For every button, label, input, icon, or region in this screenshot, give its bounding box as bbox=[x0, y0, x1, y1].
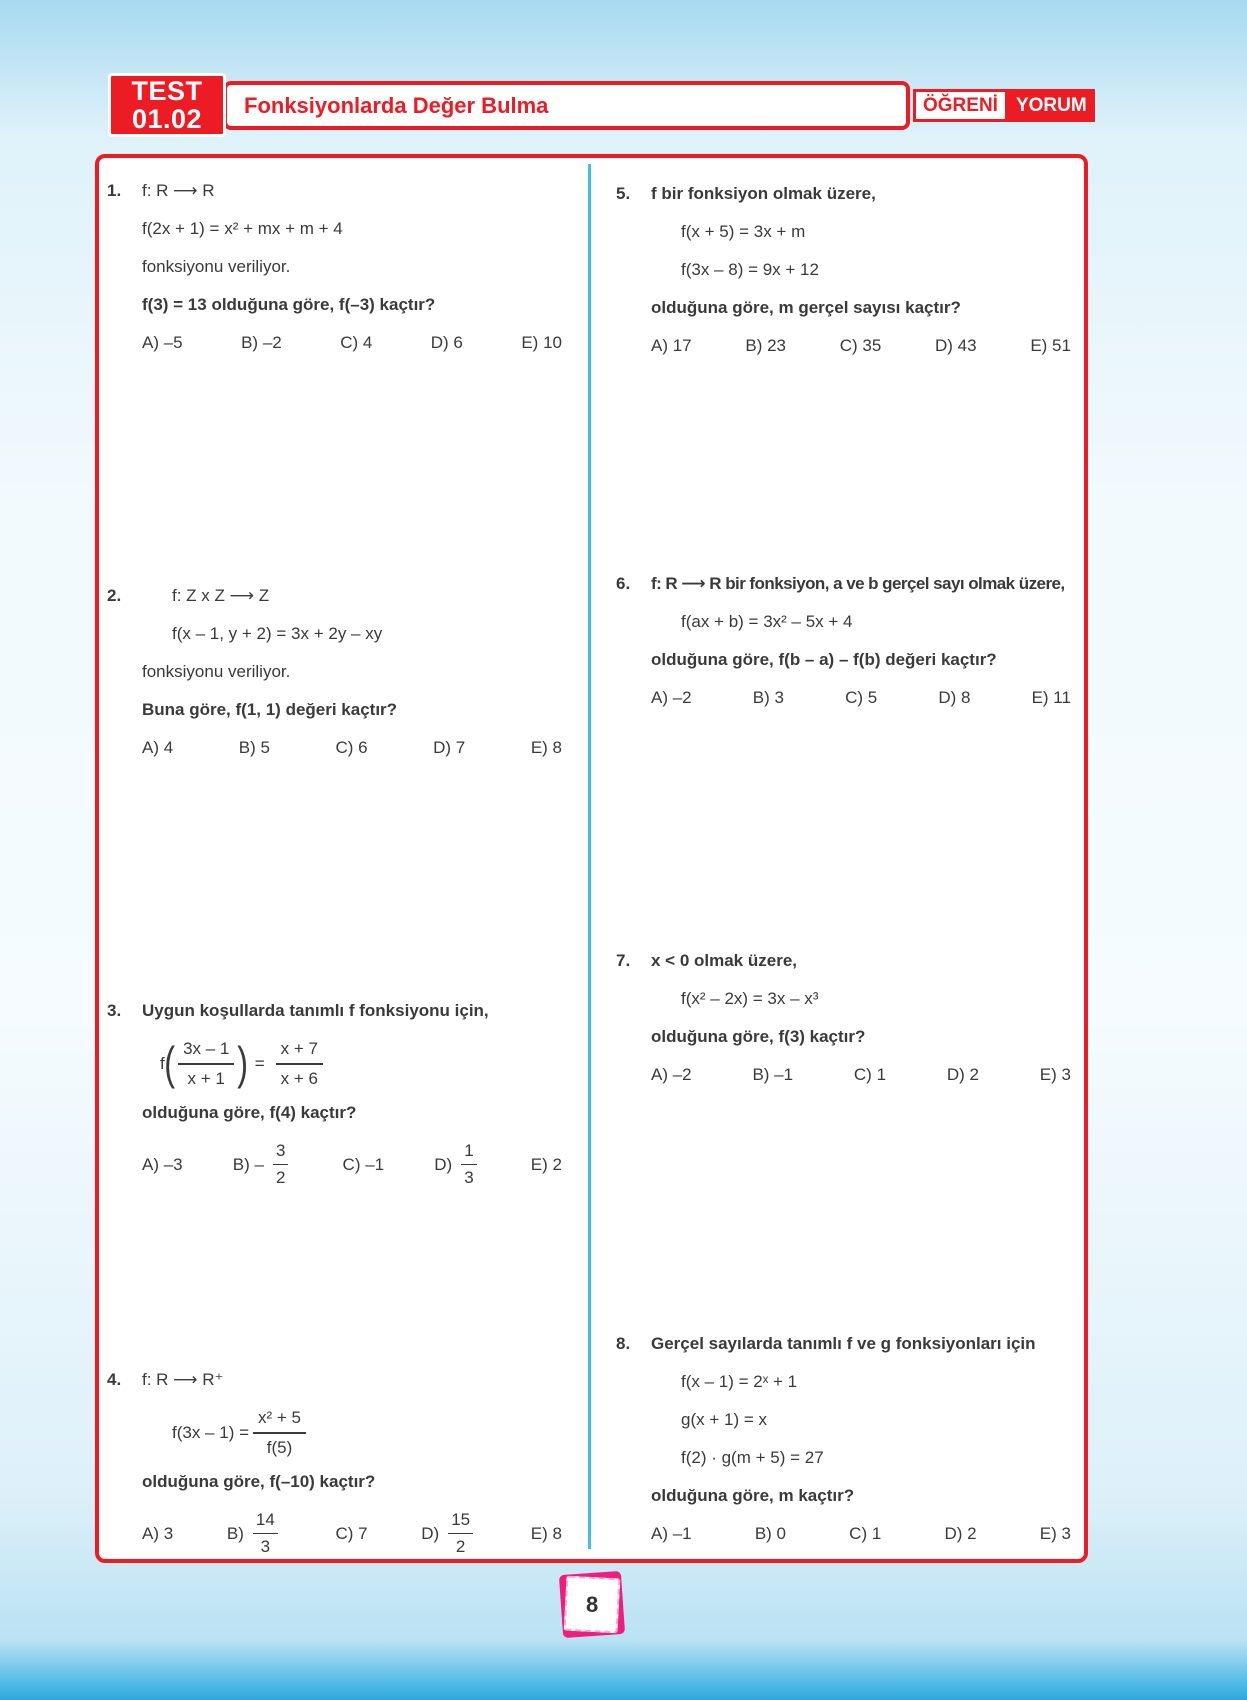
option-a: A) –5 bbox=[142, 333, 183, 352]
question-formula: f(2x + 1) = x² + mx + m + 4 bbox=[142, 219, 343, 238]
logo-left-part: ÖĞRENİ bbox=[913, 89, 1008, 122]
column-divider bbox=[588, 164, 591, 1549]
question-formula: f(x² – 2x) = 3x – x³ bbox=[681, 989, 819, 1008]
page-number-badge bbox=[559, 1571, 625, 1638]
question-5 bbox=[616, 183, 1084, 357]
page-title: Fonksiyonlarda Değer Bulma bbox=[244, 92, 549, 118]
question-prompt: f(3) = 13 olduğuna göre, f(–3) kaçtır? bbox=[142, 295, 436, 314]
test-number-badge bbox=[108, 73, 226, 137]
question-text: Uygun koşullarda tanımlı f fonksiyonu için, bbox=[142, 1001, 489, 1020]
question-text: f: R ⟶ R bir fonksiyon, a ve b gerçel sayı olmak üzere, bbox=[651, 574, 1065, 593]
option-b: B) –1 bbox=[752, 1065, 794, 1084]
question-formula bbox=[172, 1407, 583, 1459]
test-code: 01.02 bbox=[131, 104, 203, 134]
question-formula: g(x + 1) = x bbox=[681, 1410, 767, 1429]
option-e: E) 11 bbox=[1031, 688, 1071, 707]
option-c: C) 1 bbox=[849, 1524, 882, 1543]
option-d: D) 43 bbox=[935, 336, 977, 355]
option-e: E) 3 bbox=[1039, 1524, 1071, 1543]
question-prompt: Buna göre, f(1, 1) değeri kaçtır? bbox=[142, 700, 398, 719]
question-number: 6. bbox=[616, 574, 631, 593]
option-c: C) 35 bbox=[839, 336, 882, 355]
question-number: 4. bbox=[107, 1370, 122, 1389]
option-b: B) 23 bbox=[745, 336, 786, 355]
questions-panel bbox=[95, 154, 1088, 1563]
option-e: E) 51 bbox=[1030, 336, 1071, 355]
option-a: A) –3 bbox=[142, 1154, 183, 1174]
options-row bbox=[142, 1140, 562, 1189]
question-8 bbox=[616, 1333, 1084, 1545]
question-prompt: olduğuna göre, f(–10) kaçtır? bbox=[142, 1472, 376, 1491]
option-d: D) 2 bbox=[944, 1524, 977, 1543]
fraction: $\frac{3}{2}$ bbox=[273, 1140, 288, 1189]
fraction: $\frac{15}{2}$ bbox=[448, 1509, 473, 1558]
question-text: fonksiyonu veriliyor. bbox=[142, 257, 291, 276]
options-row bbox=[651, 1523, 1071, 1545]
option-a: A) 3 bbox=[142, 1523, 174, 1543]
open-paren: ( bbox=[164, 1037, 175, 1090]
logo-right-part: YORUM bbox=[1008, 89, 1095, 122]
option-d: D) 2 bbox=[946, 1065, 979, 1084]
options-row bbox=[142, 1509, 562, 1558]
option-a: A) 4 bbox=[142, 738, 174, 757]
question-formula: f(x – 1) = 2ˣ + 1 bbox=[681, 1372, 798, 1391]
question-number: 8. bbox=[616, 1334, 631, 1353]
option-d: D) $\frac{15}{2}$ bbox=[421, 1509, 477, 1558]
question-formula: f(3x – 8) = 9x + 12 bbox=[681, 260, 819, 279]
question-text: Gerçel sayılarda tanımlı f ve g fonksiyonları için bbox=[651, 1334, 1036, 1353]
option-a: A) –2 bbox=[651, 1065, 692, 1084]
question-2 bbox=[107, 585, 583, 759]
question-number: 5. bbox=[616, 184, 631, 203]
option-c: C) 7 bbox=[335, 1523, 368, 1543]
option-d: D) 7 bbox=[433, 738, 466, 757]
test-label: TEST bbox=[131, 75, 203, 106]
question-7 bbox=[616, 950, 1084, 1086]
question-number: 2. bbox=[107, 586, 122, 605]
question-number: 1. bbox=[107, 181, 122, 200]
options-row bbox=[651, 687, 1071, 709]
page-number-inner bbox=[564, 1576, 621, 1634]
publisher-logo bbox=[913, 89, 1095, 122]
fraction: $\frac{14}{3}$ bbox=[253, 1509, 278, 1558]
question-3 bbox=[107, 1000, 583, 1189]
question-text: f bir fonksiyon olmak üzere, bbox=[651, 184, 876, 203]
title-bar bbox=[223, 81, 910, 130]
option-e: E) 8 bbox=[530, 738, 562, 757]
question-text: f: Z x Z ⟶ Z bbox=[172, 586, 270, 605]
question-formula: f(x – 1, y + 2) = 3x + 2y – xy bbox=[172, 624, 383, 643]
question-formula: f(x + 5) = 3x + m bbox=[681, 222, 806, 241]
option-b: B) –2 bbox=[241, 333, 282, 352]
question-prompt: olduğuna göre, f(4) kaçtır? bbox=[142, 1103, 357, 1122]
option-c: C) 4 bbox=[340, 333, 373, 352]
question-formula bbox=[160, 1038, 583, 1090]
option-d: D) $\frac{1}{3}$ bbox=[434, 1140, 480, 1189]
equals-sign: = bbox=[254, 1054, 265, 1073]
option-c: C) 5 bbox=[845, 688, 878, 707]
option-c: C) 6 bbox=[335, 738, 368, 757]
option-d: D) 8 bbox=[938, 688, 971, 707]
question-text: x < 0 olmak üzere, bbox=[651, 951, 797, 970]
question-4 bbox=[107, 1369, 583, 1558]
question-number: 7. bbox=[616, 951, 631, 970]
options-row bbox=[651, 1064, 1071, 1086]
formula-left: f(3x – 1) = bbox=[172, 1423, 250, 1442]
options-row bbox=[651, 335, 1071, 357]
option-b: B) – $\frac{3}{2}$ bbox=[233, 1140, 293, 1189]
option-e: E) 3 bbox=[1039, 1065, 1071, 1084]
close-paren: ) bbox=[237, 1037, 249, 1090]
question-number: 3. bbox=[107, 1001, 122, 1020]
option-a: A) –2 bbox=[651, 688, 692, 707]
option-b: B) 3 bbox=[752, 688, 784, 707]
formula-prefix: f bbox=[160, 1054, 165, 1073]
option-d: D) 6 bbox=[430, 333, 463, 352]
question-prompt: olduğuna göre, f(3) kaçtır? bbox=[651, 1027, 866, 1046]
question-text: f: R ⟶ R⁺ bbox=[142, 1370, 224, 1389]
question-6 bbox=[616, 573, 1084, 709]
question-text: f: R ⟶ R bbox=[142, 181, 215, 200]
option-a: A) 17 bbox=[651, 336, 692, 355]
option-b: B) $\frac{14}{3}$ bbox=[227, 1509, 282, 1558]
fraction: $\frac{x + 7}{x + 6}$ bbox=[276, 1038, 323, 1090]
option-c: C) 1 bbox=[853, 1065, 887, 1084]
fraction: $\frac{3x - 1}{x + 1}$ bbox=[178, 1038, 234, 1090]
question-text: fonksiyonu veriliyor. bbox=[142, 662, 291, 681]
option-e: E) 10 bbox=[521, 333, 562, 352]
question-1 bbox=[107, 180, 583, 354]
question-prompt: olduğuna göre, m gerçel sayısı kaçtır? bbox=[651, 298, 961, 317]
question-prompt: olduğuna göre, m kaçtır? bbox=[651, 1486, 855, 1505]
options-row bbox=[142, 737, 562, 759]
option-a: A) –1 bbox=[651, 1524, 692, 1543]
options-row bbox=[142, 332, 562, 354]
option-e: E) 2 bbox=[530, 1154, 562, 1174]
option-c: C) –1 bbox=[342, 1154, 385, 1174]
fraction: $\frac{1}{3}$ bbox=[461, 1140, 476, 1189]
option-b: B) 5 bbox=[238, 738, 270, 757]
fraction: $\frac{\text{x² + 5}}{f(5)}$ bbox=[253, 1407, 306, 1459]
option-e: E) 8 bbox=[530, 1523, 562, 1543]
question-formula: f(2) · g(m + 5) = 27 bbox=[681, 1448, 824, 1467]
option-b: B) 0 bbox=[754, 1524, 786, 1543]
question-formula: f(ax + b) = 3x² – 5x + 4 bbox=[681, 612, 853, 631]
question-prompt: olduğuna göre, f(b – a) – f(b) değeri kaçtır? bbox=[651, 650, 997, 669]
page-number: 8 bbox=[585, 1591, 599, 1617]
